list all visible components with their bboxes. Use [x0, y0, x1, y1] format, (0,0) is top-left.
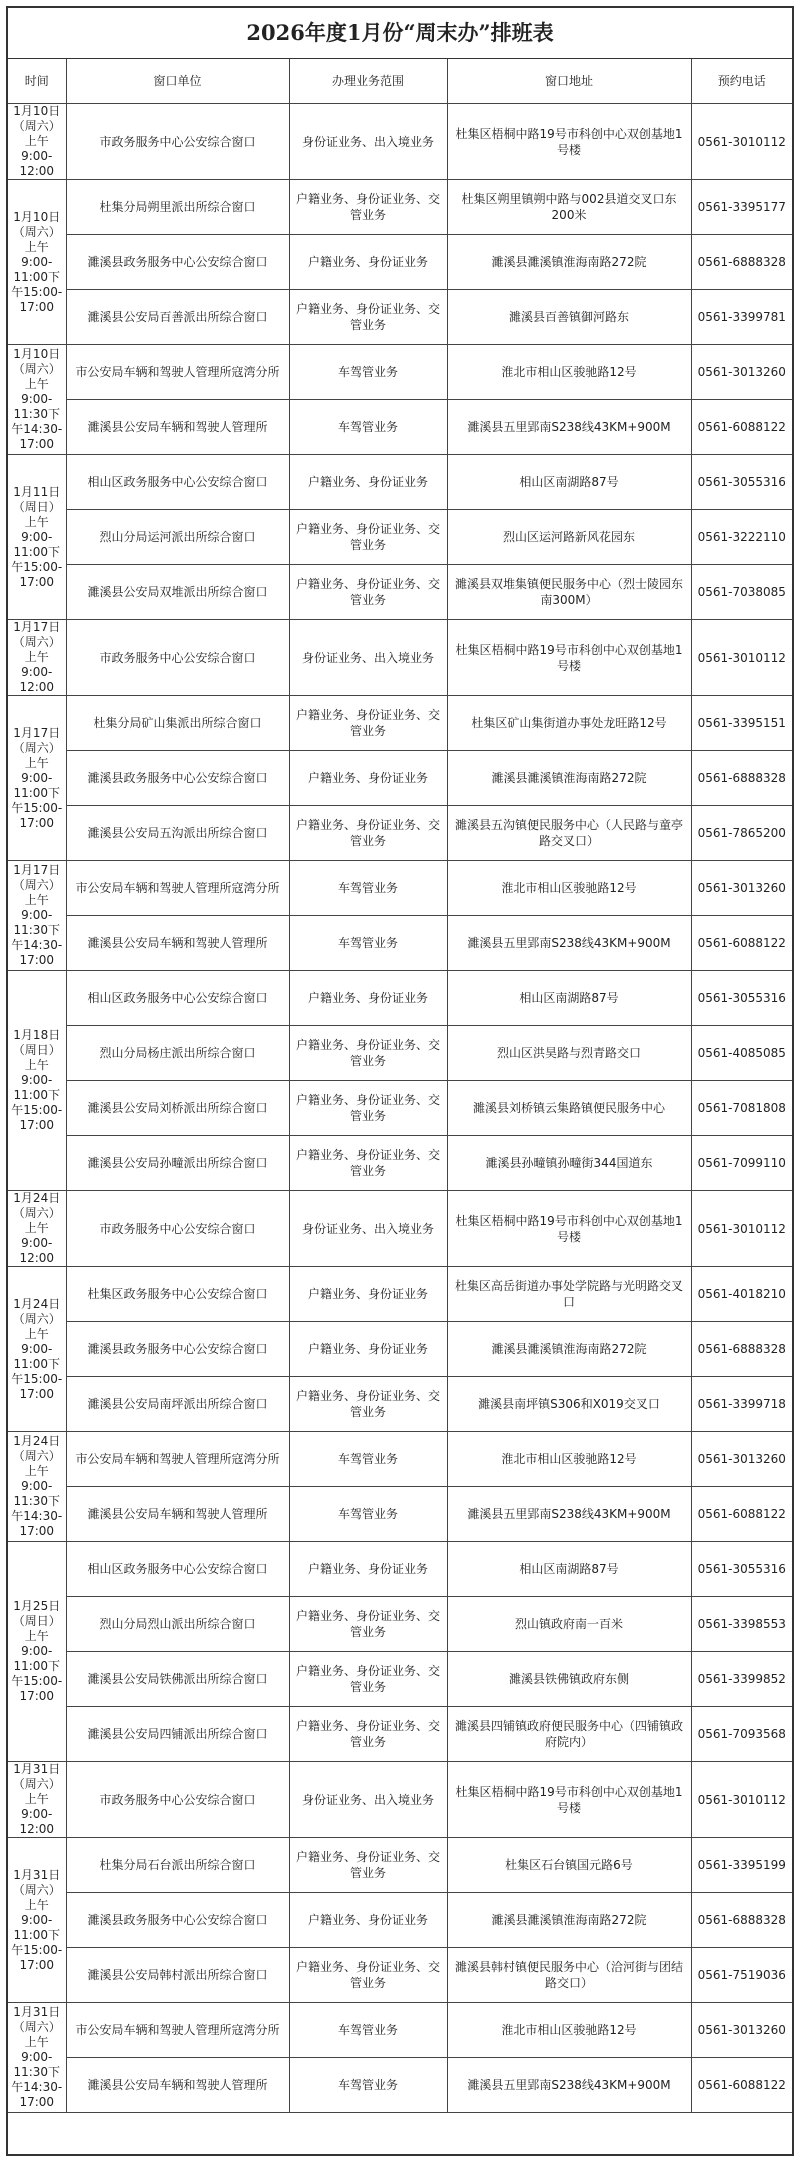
phone-cell: 0561-3010112	[691, 1762, 792, 1838]
address-cell: 濉溪县濉溪镇淮海南路272院	[447, 1893, 691, 1948]
unit-cell: 濉溪县公安局车辆和驾驶人管理所	[66, 2058, 289, 2113]
address-cell: 濉溪县五里郢南S238线43KM+900M	[447, 916, 691, 971]
table-row	[8, 1487, 792, 1542]
schedule-table	[8, 59, 792, 2113]
scope-cell: 户籍业务、身份证业务、交管业务	[289, 806, 447, 861]
schedule-sheet	[6, 6, 794, 2156]
scope-cell: 身份证业务、出入境业务	[289, 1191, 447, 1267]
header-row	[8, 59, 792, 104]
phone-cell: 0561-3222110	[691, 510, 792, 565]
table-row	[8, 2003, 792, 2058]
scope-cell: 户籍业务、身份证业务、交管业务	[289, 1707, 447, 1762]
unit-cell: 濉溪县政务服务中心公安综合窗口	[66, 1322, 289, 1377]
address-cell: 濉溪县濉溪镇淮海南路272院	[447, 1322, 691, 1377]
table-row	[8, 1026, 792, 1081]
table-row	[8, 1762, 792, 1838]
table-row	[8, 400, 792, 455]
time-cell: 1月10日（周六）上午9:00-11:00下午15:00-17:00	[8, 180, 66, 345]
scope-cell: 户籍业务、身份证业务、交管业务	[289, 1597, 447, 1652]
time-cell: 1月31日（周六）上午9:00-11:00下午15:00-17:00	[8, 1838, 66, 2003]
phone-cell: 0561-6088122	[691, 916, 792, 971]
phone-cell: 0561-6088122	[691, 2058, 792, 2113]
phone-cell: 0561-7865200	[691, 806, 792, 861]
phone-cell: 0561-3055316	[691, 1542, 792, 1597]
scope-cell: 户籍业务、身份证业务、交管业务	[289, 180, 447, 235]
table-row	[8, 455, 792, 510]
unit-cell: 烈山分局杨庄派出所综合窗口	[66, 1026, 289, 1081]
address-cell: 濉溪县韩村镇便民服务中心（洽河街与团结路交口）	[447, 1948, 691, 2003]
unit-cell: 杜集区政务服务中心公安综合窗口	[66, 1267, 289, 1322]
unit-cell: 杜集分局朔里派出所综合窗口	[66, 180, 289, 235]
address-cell: 相山区南湖路87号	[447, 1542, 691, 1597]
scope-cell: 车驾管业务	[289, 2058, 447, 2113]
phone-cell: 0561-6888328	[691, 1322, 792, 1377]
address-cell: 濉溪县百善镇御河路东	[447, 290, 691, 345]
phone-cell: 0561-3013260	[691, 345, 792, 400]
unit-cell: 濉溪县政务服务中心公安综合窗口	[66, 751, 289, 806]
scope-cell: 户籍业务、身份证业务	[289, 1542, 447, 1597]
scope-cell: 身份证业务、出入境业务	[289, 104, 447, 180]
scope-cell: 车驾管业务	[289, 916, 447, 971]
scope-cell: 车驾管业务	[289, 345, 447, 400]
address-cell: 杜集区梧桐中路19号市科创中心双创基地1号楼	[447, 104, 691, 180]
phone-cell: 0561-7099110	[691, 1136, 792, 1191]
unit-cell: 濉溪县政务服务中心公安综合窗口	[66, 1893, 289, 1948]
scope-cell: 身份证业务、出入境业务	[289, 1762, 447, 1838]
scope-cell: 户籍业务、身份证业务、交管业务	[289, 510, 447, 565]
address-cell: 濉溪县双堆集镇便民服务中心（烈士陵园东南300M）	[447, 565, 691, 620]
phone-cell: 0561-6888328	[691, 235, 792, 290]
address-cell: 相山区南湖路87号	[447, 971, 691, 1026]
scope-cell: 户籍业务、身份证业务、交管业务	[289, 1377, 447, 1432]
scope-cell: 车驾管业务	[289, 400, 447, 455]
unit-cell: 市政务服务中心公安综合窗口	[66, 1191, 289, 1267]
phone-cell: 0561-4085085	[691, 1026, 792, 1081]
scope-cell: 车驾管业务	[289, 861, 447, 916]
unit-cell: 濉溪县公安局百善派出所综合窗口	[66, 290, 289, 345]
unit-cell: 烈山分局运河派出所综合窗口	[66, 510, 289, 565]
address-cell: 濉溪县五里郢南S238线43KM+900M	[447, 2058, 691, 2113]
table-row	[8, 235, 792, 290]
unit-cell: 濉溪县公安局五沟派出所综合窗口	[66, 806, 289, 861]
table-row	[8, 510, 792, 565]
table-row	[8, 1322, 792, 1377]
table-row	[8, 916, 792, 971]
scope-cell: 户籍业务、身份证业务	[289, 1322, 447, 1377]
phone-cell: 0561-3013260	[691, 861, 792, 916]
unit-cell: 杜集分局矿山集派出所综合窗口	[66, 696, 289, 751]
time-cell: 1月31日（周六）上午9:00-11:30下午14:30-17:00	[8, 2003, 66, 2113]
address-cell: 烈山区运河路新风花园东	[447, 510, 691, 565]
table-row	[8, 1707, 792, 1762]
time-cell: 1月18日（周日）上午9:00-11:00下午15:00-17:00	[8, 971, 66, 1191]
phone-cell: 0561-3010112	[691, 104, 792, 180]
phone-cell: 0561-7519036	[691, 1948, 792, 2003]
header-unit: 窗口单位	[66, 59, 289, 104]
phone-cell: 0561-3398553	[691, 1597, 792, 1652]
table-row	[8, 1136, 792, 1191]
unit-cell: 市公安局车辆和驾驶人管理所寇湾分所	[66, 861, 289, 916]
address-cell: 濉溪县濉溪镇淮海南路272院	[447, 235, 691, 290]
phone-cell: 0561-6088122	[691, 400, 792, 455]
phone-cell: 0561-7081808	[691, 1081, 792, 1136]
unit-cell: 濉溪县公安局孙疃派出所综合窗口	[66, 1136, 289, 1191]
scope-cell: 户籍业务、身份证业务、交管业务	[289, 565, 447, 620]
phone-cell: 0561-3395177	[691, 180, 792, 235]
scope-cell: 户籍业务、身份证业务	[289, 751, 447, 806]
scope-cell: 户籍业务、身份证业务、交管业务	[289, 290, 447, 345]
address-cell: 濉溪县孙疃镇孙疃街344国道东	[447, 1136, 691, 1191]
unit-cell: 濉溪县公安局南坪派出所综合窗口	[66, 1377, 289, 1432]
scope-cell: 车驾管业务	[289, 2003, 447, 2058]
address-cell: 淮北市相山区骏驰路12号	[447, 345, 691, 400]
phone-cell: 0561-3013260	[691, 2003, 792, 2058]
unit-cell: 相山区政务服务中心公安综合窗口	[66, 1542, 289, 1597]
phone-cell: 0561-6888328	[691, 1893, 792, 1948]
scope-cell: 车驾管业务	[289, 1487, 447, 1542]
address-cell: 烈山镇政府南一百米	[447, 1597, 691, 1652]
table-row	[8, 1267, 792, 1322]
table-row	[8, 1652, 792, 1707]
table-row	[8, 861, 792, 916]
phone-cell: 0561-3055316	[691, 971, 792, 1026]
table-row	[8, 1893, 792, 1948]
header-address: 窗口地址	[447, 59, 691, 104]
scope-cell: 户籍业务、身份证业务、交管业务	[289, 1838, 447, 1893]
header-scope: 办理业务范围	[289, 59, 447, 104]
address-cell: 濉溪县濉溪镇淮海南路272院	[447, 751, 691, 806]
scope-cell: 车驾管业务	[289, 1432, 447, 1487]
scope-cell: 户籍业务、身份证业务	[289, 1893, 447, 1948]
unit-cell: 濉溪县公安局刘桥派出所综合窗口	[66, 1081, 289, 1136]
unit-cell: 濉溪县公安局车辆和驾驶人管理所	[66, 916, 289, 971]
unit-cell: 相山区政务服务中心公安综合窗口	[66, 971, 289, 1026]
address-cell: 濉溪县五里郢南S238线43KM+900M	[447, 1487, 691, 1542]
time-cell: 1月17日（周六）上午9:00-11:30下午14:30-17:00	[8, 861, 66, 971]
address-cell: 杜集区梧桐中路19号市科创中心双创基地1号楼	[447, 1191, 691, 1267]
table-row	[8, 1838, 792, 1893]
scope-cell: 户籍业务、身份证业务、交管业务	[289, 1026, 447, 1081]
table-row	[8, 620, 792, 696]
address-cell: 杜集区梧桐中路19号市科创中心双创基地1号楼	[447, 1762, 691, 1838]
table-row	[8, 1432, 792, 1487]
unit-cell: 濉溪县公安局韩村派出所综合窗口	[66, 1948, 289, 2003]
table-row	[8, 1081, 792, 1136]
table-row	[8, 971, 792, 1026]
table-row	[8, 180, 792, 235]
time-cell: 1月10日（周六）上午9:00-12:00	[8, 104, 66, 180]
page-title: 2026年度1月份“周末办”排班表	[8, 8, 792, 59]
scope-cell: 户籍业务、身份证业务、交管业务	[289, 1081, 447, 1136]
address-cell: 淮北市相山区骏驰路12号	[447, 861, 691, 916]
phone-cell: 0561-3395151	[691, 696, 792, 751]
time-cell: 1月11日（周日）上午9:00-11:00下午15:00-17:00	[8, 455, 66, 620]
phone-cell: 0561-3013260	[691, 1432, 792, 1487]
time-cell: 1月25日（周日）上午9:00-11:00下午15:00-17:00	[8, 1542, 66, 1762]
unit-cell: 濉溪县公安局车辆和驾驶人管理所	[66, 400, 289, 455]
table-row	[8, 1542, 792, 1597]
scope-cell: 户籍业务、身份证业务	[289, 455, 447, 510]
address-cell: 杜集区矿山集街道办事处龙旺路12号	[447, 696, 691, 751]
table-row	[8, 1377, 792, 1432]
scope-cell: 户籍业务、身份证业务、交管业务	[289, 696, 447, 751]
phone-cell: 0561-3399852	[691, 1652, 792, 1707]
scope-cell: 户籍业务、身份证业务	[289, 235, 447, 290]
phone-cell: 0561-3399718	[691, 1377, 792, 1432]
address-cell: 濉溪县刘桥镇云集路镇便民服务中心	[447, 1081, 691, 1136]
time-cell: 1月10日（周六）上午9:00-11:30下午14:30-17:00	[8, 345, 66, 455]
scope-cell: 身份证业务、出入境业务	[289, 620, 447, 696]
address-cell: 淮北市相山区骏驰路12号	[447, 1432, 691, 1487]
address-cell: 濉溪县铁佛镇政府东侧	[447, 1652, 691, 1707]
phone-cell: 0561-3395199	[691, 1838, 792, 1893]
address-cell: 杜集区朔里镇朔中路与002县道交叉口东200米	[447, 180, 691, 235]
phone-cell: 0561-7093568	[691, 1707, 792, 1762]
unit-cell: 市政务服务中心公安综合窗口	[66, 620, 289, 696]
address-cell: 杜集区高岳街道办事处学院路与光明路交叉口	[447, 1267, 691, 1322]
address-cell: 杜集区梧桐中路19号市科创中心双创基地1号楼	[447, 620, 691, 696]
time-cell: 1月24日（周六）上午9:00-11:30下午14:30-17:00	[8, 1432, 66, 1542]
unit-cell: 濉溪县公安局铁佛派出所综合窗口	[66, 1652, 289, 1707]
scope-cell: 户籍业务、身份证业务、交管业务	[289, 1652, 447, 1707]
phone-cell: 0561-7038085	[691, 565, 792, 620]
time-cell: 1月24日（周六）上午9:00-12:00	[8, 1191, 66, 1267]
address-cell: 濉溪县五里郢南S238线43KM+900M	[447, 400, 691, 455]
header-phone: 预约电话	[691, 59, 792, 104]
phone-cell: 0561-3399781	[691, 290, 792, 345]
table-row	[8, 104, 792, 180]
table-row	[8, 751, 792, 806]
unit-cell: 烈山分局烈山派出所综合窗口	[66, 1597, 289, 1652]
table-row	[8, 806, 792, 861]
scope-cell: 户籍业务、身份证业务	[289, 971, 447, 1026]
table-row	[8, 2058, 792, 2113]
table-row	[8, 345, 792, 400]
schedule-body	[8, 104, 792, 2113]
time-cell: 1月31日（周六）上午9:00-12:00	[8, 1762, 66, 1838]
unit-cell: 市公安局车辆和驾驶人管理所寇湾分所	[66, 345, 289, 400]
table-row	[8, 1948, 792, 2003]
unit-cell: 濉溪县公安局双堆派出所综合窗口	[66, 565, 289, 620]
address-cell: 濉溪县四铺镇政府便民服务中心（四铺镇政府院内）	[447, 1707, 691, 1762]
phone-cell: 0561-6888328	[691, 751, 792, 806]
table-row	[8, 696, 792, 751]
address-cell: 杜集区石台镇国元路6号	[447, 1838, 691, 1893]
time-cell: 1月17日（周六）上午9:00-11:00下午15:00-17:00	[8, 696, 66, 861]
phone-cell: 0561-3010112	[691, 620, 792, 696]
address-cell: 淮北市相山区骏驰路12号	[447, 2003, 691, 2058]
scope-cell: 户籍业务、身份证业务、交管业务	[289, 1948, 447, 2003]
time-cell: 1月17日（周六）上午9:00-12:00	[8, 620, 66, 696]
unit-cell: 市政务服务中心公安综合窗口	[66, 1762, 289, 1838]
address-cell: 烈山区洪昊路与烈青路交口	[447, 1026, 691, 1081]
phone-cell: 0561-6088122	[691, 1487, 792, 1542]
unit-cell: 相山区政务服务中心公安综合窗口	[66, 455, 289, 510]
address-cell: 濉溪县五沟镇便民服务中心（人民路与童亭路交叉口）	[447, 806, 691, 861]
scope-cell: 户籍业务、身份证业务、交管业务	[289, 1136, 447, 1191]
unit-cell: 市公安局车辆和驾驶人管理所寇湾分所	[66, 2003, 289, 2058]
phone-cell: 0561-3010112	[691, 1191, 792, 1267]
unit-cell: 濉溪县公安局四铺派出所综合窗口	[66, 1707, 289, 1762]
unit-cell: 市公安局车辆和驾驶人管理所寇湾分所	[66, 1432, 289, 1487]
unit-cell: 杜集分局石台派出所综合窗口	[66, 1838, 289, 1893]
header-time: 时间	[8, 59, 66, 104]
scope-cell: 户籍业务、身份证业务	[289, 1267, 447, 1322]
table-row	[8, 565, 792, 620]
unit-cell: 濉溪县政务服务中心公安综合窗口	[66, 235, 289, 290]
table-row	[8, 290, 792, 345]
unit-cell: 市政务服务中心公安综合窗口	[66, 104, 289, 180]
table-row	[8, 1597, 792, 1652]
table-row	[8, 1191, 792, 1267]
phone-cell: 0561-3055316	[691, 455, 792, 510]
time-cell: 1月24日（周六）上午9:00-11:00下午15:00-17:00	[8, 1267, 66, 1432]
unit-cell: 濉溪县公安局车辆和驾驶人管理所	[66, 1487, 289, 1542]
address-cell: 濉溪县南坪镇S306和X019交叉口	[447, 1377, 691, 1432]
address-cell: 相山区南湖路87号	[447, 455, 691, 510]
phone-cell: 0561-4018210	[691, 1267, 792, 1322]
